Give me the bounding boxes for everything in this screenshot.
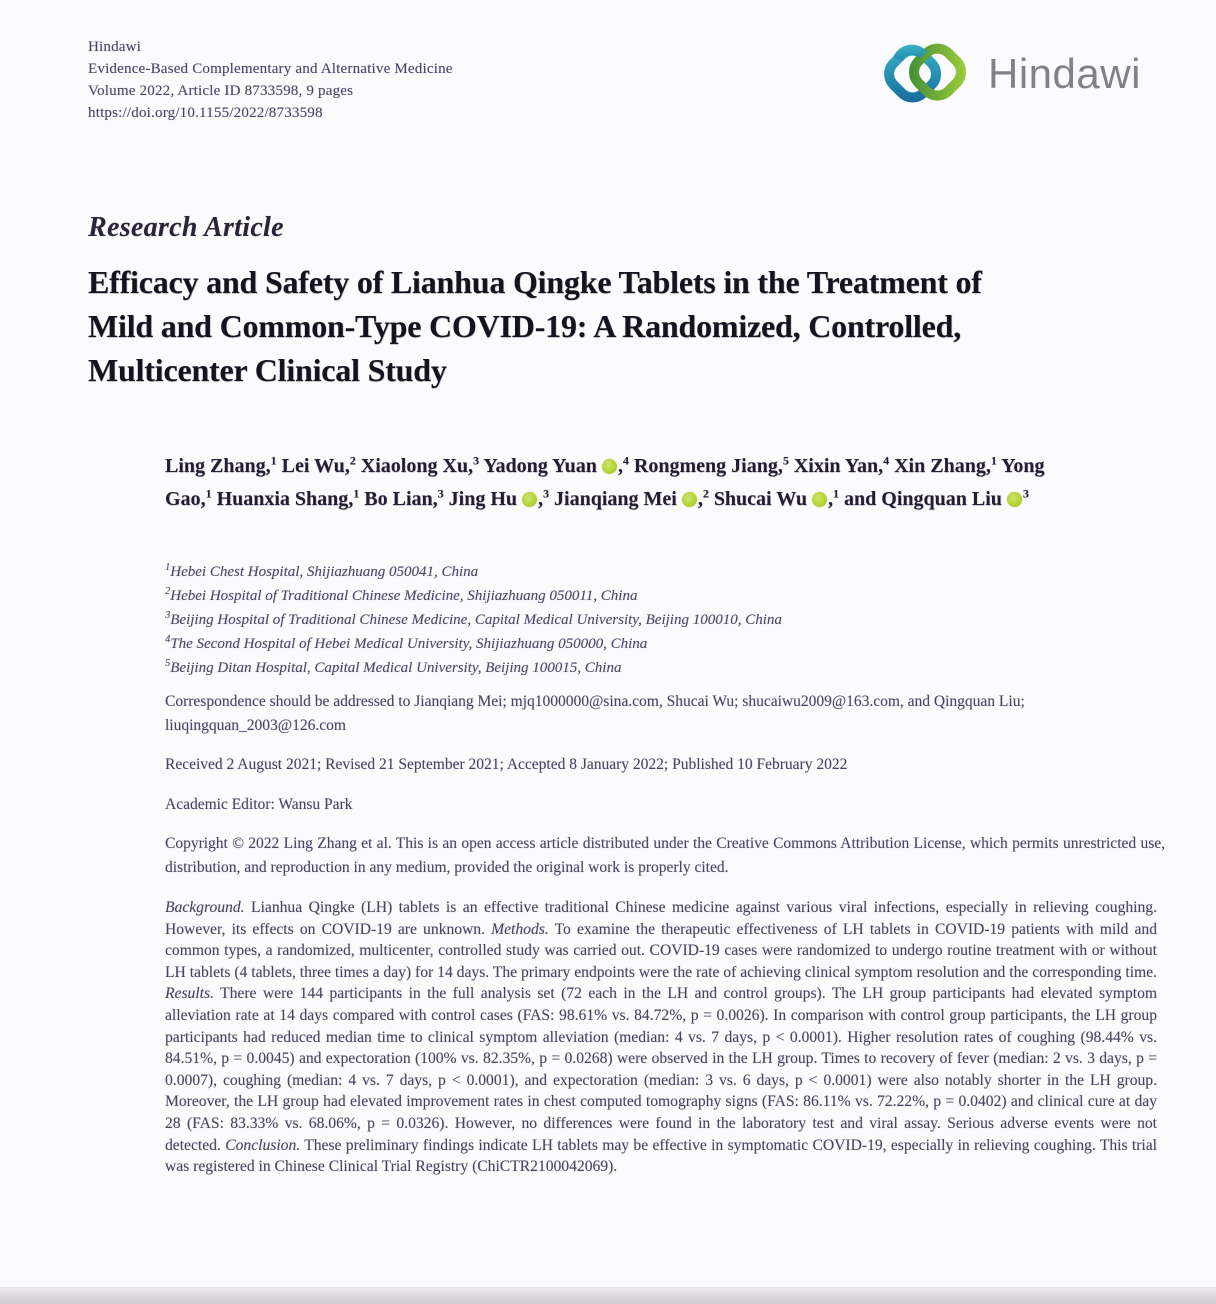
author-name: Huanxia Shang — [216, 488, 349, 510]
author-list: Ling Zhang,$^1$ Lei Wu,$^2$ Xiaolong Xu,$^3$ Yadong Yuan ,$^4$ Rongmeng Jiang,$^5$ Xixin Yan,$^4$ Xin Zhang,$^1$ Yong Gao,$^1$ Huanxia Shang,$^1$ Bo Lian,$^3$ Jing Hu ,$^3$ Jianqiang Mei ,$^2$ Shucai Wu ,$^1$ and Qingquan Liu $^3$ — [165, 453, 1045, 510]
masthead-journal: Evidence-Based Complementary and Alternative Medicine — [88, 61, 453, 77]
author-name: Xin Zhang — [894, 455, 986, 477]
publisher-logo — [880, 32, 1180, 116]
copyright-notice: Copyright © 2022 Ling Zhang et al. This is an open access article distributed under the Creative Commons Attribution License, which permits unrestricted use, distribution, and reproduction in any medium, provided the original work is properly cited. — [165, 835, 1165, 876]
author-name: Shucai Wu — [713, 488, 808, 510]
author-affiliation-superscript: 1 — [205, 486, 212, 501]
author-affiliation-superscript: 1 — [990, 453, 997, 468]
author-affiliation-superscript: 3 — [473, 453, 480, 468]
orcid-icon[interactable] — [812, 492, 827, 507]
author-name: Qingquan Liu — [881, 488, 1002, 510]
affiliation-list — [165, 560, 782, 680]
article-history: Received 2 August 2021; Revised 21 September 2021; Accepted 8 January 2022; Published 10 February 2022 — [165, 756, 848, 773]
correspondence-note: Correspondence should be addressed to Jianqiang Mei; mjq1000000@sina.com, Shucai Wu; shucaiwu2009@163.com, and Qingquan Liu; liuqingquan_2003@126.com — [165, 693, 1025, 734]
affiliation-line: $^2$Hebei Hospital of Traditional Chinese Medicine, Shijiazhuang 050011, China — [165, 586, 638, 604]
affiliation-line: $^5$Beijing Ditan Hospital, Capital Medical University, Beijing 100015, China — [165, 658, 622, 676]
title-line: Mild and Common-Type COVID-19: A Randomized, Controlled, — [88, 308, 962, 344]
author-affiliation-superscript: 2 — [702, 486, 709, 501]
affiliation-line: $^4$The Second Hospital of Hebei Medical University, Shijiazhuang 050000, China — [165, 634, 648, 652]
author-name: Lei Wu — [281, 455, 345, 477]
affiliation-line: $^1$Hebei Chest Hospital, Shijiazhuang 050041, China — [165, 562, 479, 580]
author-name: Bo Lian — [364, 488, 433, 510]
article-title — [88, 260, 1163, 392]
hindawi-logo-icon — [880, 35, 972, 113]
page-bottom-edge — [0, 1287, 1216, 1304]
author-affiliation-superscript: 5 — [782, 453, 789, 468]
author-affiliation-superscript: 1 — [833, 486, 840, 501]
doi-link[interactable]: https://doi.org/10.1155/2022/8733598 — [88, 105, 323, 121]
orcid-icon[interactable] — [1007, 492, 1022, 507]
orcid-icon[interactable] — [682, 492, 697, 507]
author-name: Jianqiang Mei — [554, 488, 677, 510]
author-name: Xiaolong Xu — [360, 455, 469, 477]
author-name: Yadong Yuan — [483, 455, 597, 477]
author-affiliation-superscript: 3 — [437, 486, 444, 501]
masthead — [88, 36, 453, 124]
orcid-icon[interactable] — [522, 492, 537, 507]
title-line: Multicenter Clinical Study — [88, 352, 447, 388]
masthead-publisher: Hindawi — [88, 39, 142, 55]
author-affiliation-superscript: 1 — [353, 486, 360, 501]
author-affiliation-superscript: 1 — [270, 453, 277, 468]
author-name: Yong Gao — [165, 455, 1045, 510]
article-type-label: Research Article — [88, 212, 284, 243]
hindawi-wordmark: Hindawi — [988, 50, 1141, 97]
abstract-text: Background. Lianhua Qingke (LH) tablets is an effective traditional Chinese medicine against various viral infections, especially in relieving coughing. However, its effects on COVID-19 are unknown. Methods. To examine the therapeutic effectiveness of LH tablets in COVID-19 patients with mild and common types, a randomized, multicenter, controlled study was carried out. COVID-19 cases were randomized to undergo routine treatment with or without LH tablets (4 tablets, three times a day) for 14 days. The primary endpoints were the rate of achieving clinical symptom resolution and the corresponding time. Results. There were 144 participants in the full analysis set (72 each in the LH and control groups). The LH group participants had elevated symptom alleviation rate at 14 days compared with control cases (FAS: 98.61% vs. 84.72%, p = 0.0026). In comparison with control group participants, the LH group participants had reduced median time to clinical symptom alleviation (median: 4 vs. 7 days, p < 0.0001). Higher resolution rates of coughing (98.44% vs. 84.51%, p = 0.0045) and expectoration (100% vs. 82.35%, p = 0.0268) were observed in the LH group. Times to recovery of fever (median: 2 vs. 3 days, p = 0.0007), coughing (median: 4 vs. 7 days, p < 0.0001), and expectoration (median: 3 vs. 6 days, p < 0.0001) were also notably shorter in the LH group. Moreover, the LH group had elevated improvement rates in chest computed tomography signs (FAS: 86.11% vs. 72.22%, p = 0.0402) and clinical cure at day 28 (FAS: 83.33% vs. 68.06%, p = 0.0326). However, no differences were found in the laboratory test and viral assay. Serious adverse events were not detected. Conclusion. These preliminary findings indicate LH tablets may be effective in symptomatic COVID-19, especially in relieving coughing. This trial was registered in Chinese Clinical Trial Registry (ChiCTR2100042069). — [165, 899, 1158, 1176]
affiliation-line: $^3$Beijing Hospital of Traditional Chinese Medicine, Capital Medical University, Beijing 100010, China — [165, 610, 782, 628]
author-affiliation-superscript: 3 — [543, 486, 550, 501]
title-line: Efficacy and Safety of Lianhua Qingke Tablets in the Treatment of — [88, 264, 982, 300]
author-name: Xixin Yan — [793, 455, 879, 477]
author-affiliation-superscript: 4 — [883, 453, 890, 468]
author-name: Jing Hu — [448, 488, 518, 510]
author-affiliation-superscript: 4 — [622, 453, 629, 468]
author-name: Rongmeng Jiang — [633, 455, 778, 477]
masthead-volume-line: Volume 2022, Article ID 8733598, 9 pages — [88, 83, 354, 99]
author-affiliation-superscript: 3 — [1022, 486, 1029, 501]
orcid-icon[interactable] — [602, 459, 617, 474]
author-name: Ling Zhang — [165, 455, 266, 477]
academic-editor: Academic Editor: Wansu Park — [165, 796, 353, 813]
author-affiliation-superscript: 2 — [349, 453, 356, 468]
